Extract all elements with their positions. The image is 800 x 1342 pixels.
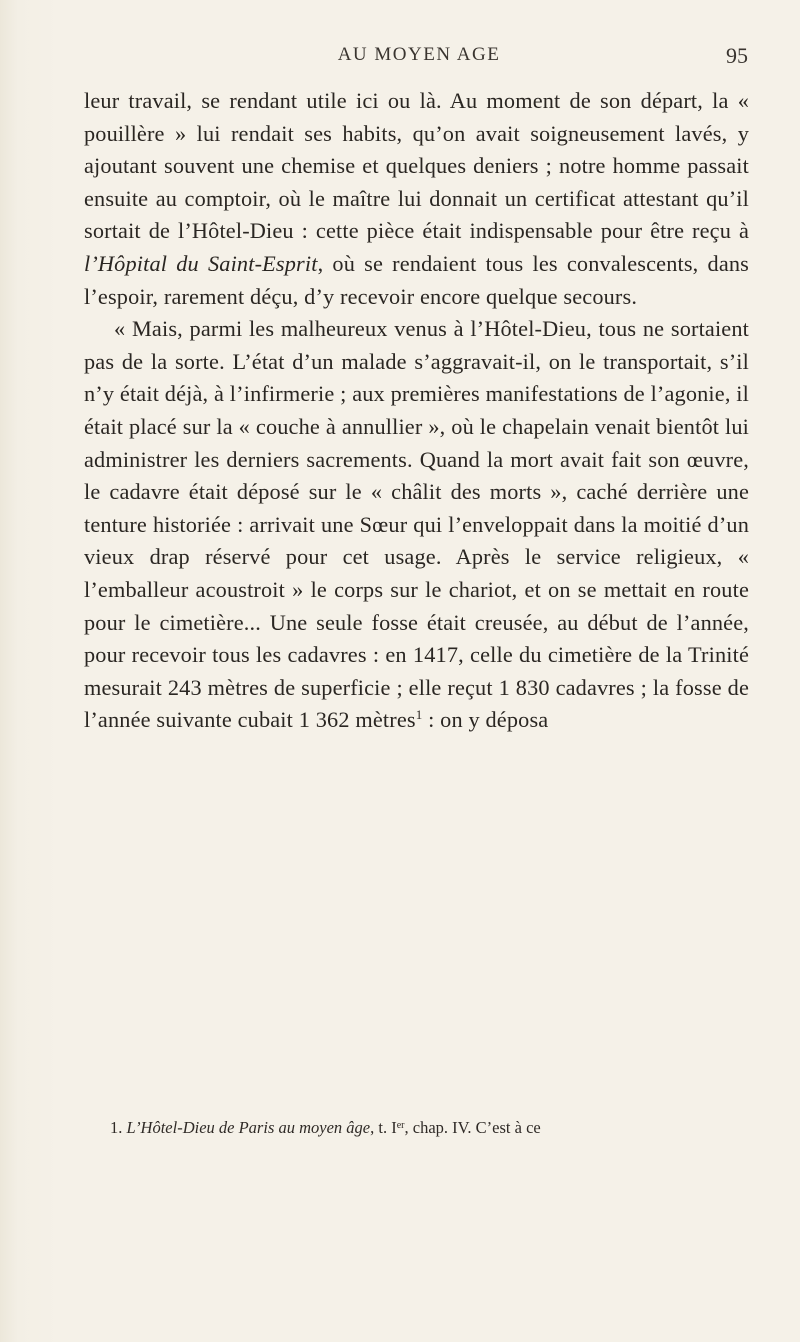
footnote <box>110 1117 750 1139</box>
footnote-number: 1. <box>110 1118 123 1137</box>
paragraph-1-text-a: leur travail, se rendant utile ici ou là. Au moment de son départ, la « pouillère » lui rendait ses habits, qu’on avait soigneusement lavés, y ajoutant souvent une chemise et quelques deniers ; notre homme passait ensuite au comptoir, où le maître lui donnait un certificat attestant qu’il sortait de l’Hôtel-Dieu : cette pièce était indispensable pour être reçu à <box>84 88 749 244</box>
footnote-title: L’Hôtel-Dieu de Paris au moyen âge <box>126 1118 371 1137</box>
running-head <box>90 44 748 74</box>
paragraph-1 <box>84 85 749 313</box>
paragraph-2-text: « Mais, parmi les malheureux venus à l’Hôtel-Dieu, tous ne sortaient pas de la sorte. L’état d’un malade s’aggravait-il, on le transportait, s’il n’y était déjà, à l’infirmerie ; aux premières manifestations de l’agonie, il était placé sur la « couche à annullier », où le chapelain venait bientôt lui administrer les derniers sacrements. Quand la mort avait fait son œuvre, le cadavre était déposé sur le « châlit des morts », caché derrière une tenture historiée : arrivait une Sœur qui l’enveloppait dans la moitié d’un vieux drap réservé pour cet usage. Après le service religieux, « l’emballeur acoustroit » le corps sur le chariot, et on se mettait en route pour le cimetière... Une seule fosse était creusée, au début de l’année, pour recevoir tous les cadavres : en 1417, celle du cimetière de la Trinité mesurait 243 mètres de superficie ; elle reçut 1 830 cadavres ; la fosse de l’année suivante cubait 1 362 mètres <box>84 316 749 733</box>
paragraph-1-text-b: , où se rendaient tous les convalescents, dans l’espoir, rarement déçu, d’y recevoir encore quelque secours. <box>84 250 749 309</box>
page-number: 95 <box>726 43 748 68</box>
footnote-text-a: , t. I <box>370 1118 397 1137</box>
paragraph-2-tail: : on y déposa <box>422 707 549 733</box>
footnote-reference: 1 <box>415 707 423 723</box>
footnote-superscript: er <box>396 1120 405 1131</box>
running-title: AU MOYEN AGE <box>337 44 501 65</box>
paragraph-1-article: l’ <box>84 250 98 276</box>
paragraph-1-place-name: Hôpital du Saint-Esprit <box>97 250 318 276</box>
paragraph-2 <box>84 313 749 737</box>
body-text <box>84 85 749 737</box>
footnote-text-b: , chap. IV. C’est à ce <box>404 1118 541 1137</box>
